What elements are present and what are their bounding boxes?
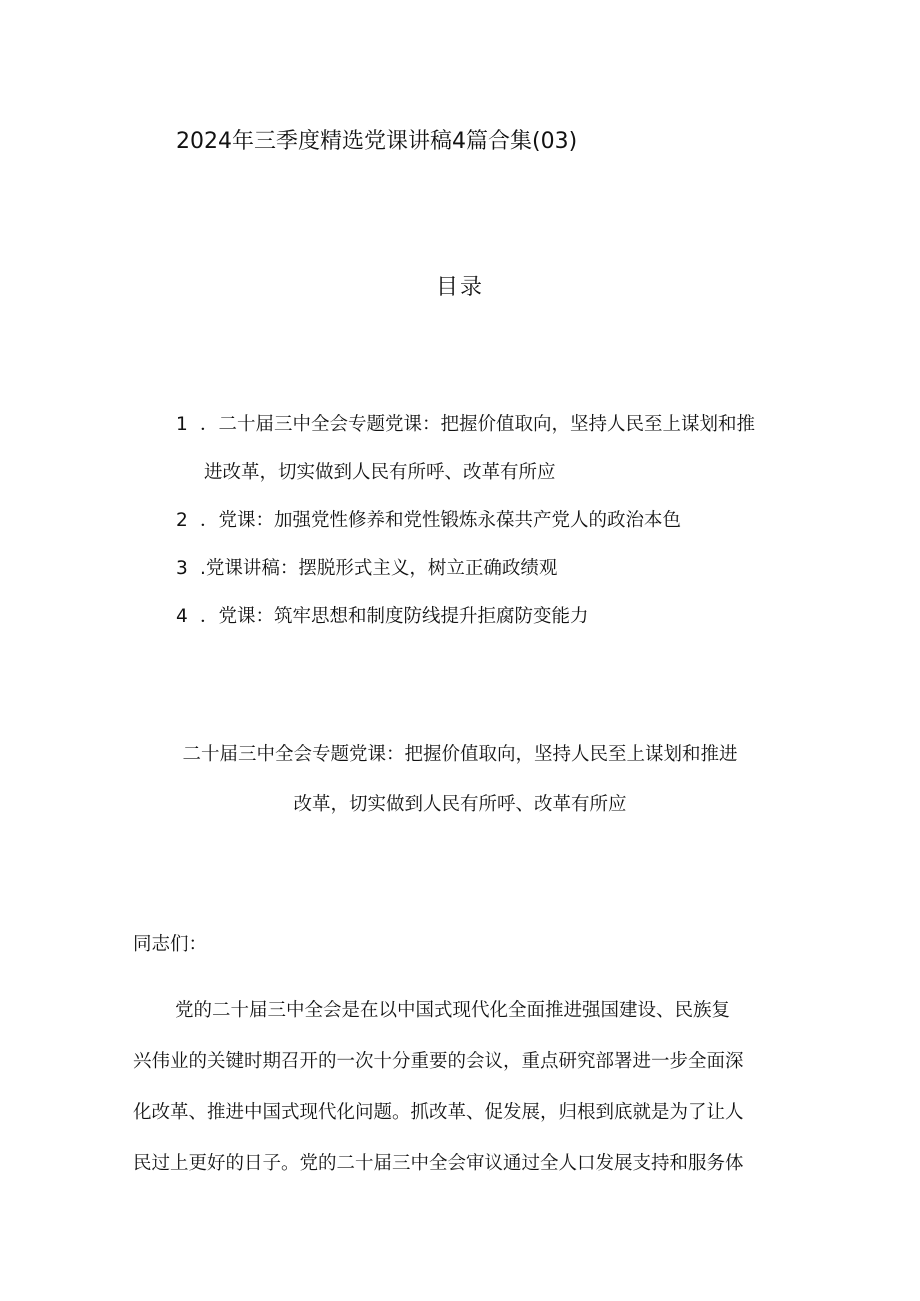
toc-item-3[interactable] [176,554,816,584]
section-title-line: 改革，切实做到人民有所呼、改革有所应 [293,794,627,815]
toc-item-2[interactable] [176,506,816,536]
body-paragraph [133,996,793,1200]
toc-item-text: .党课讲稿：摆脱形式主义，树立正确政绩观 [200,558,558,579]
paragraph-line: 党的二十届三中全会是在以中国式现代化全面推进强国建设、民族复 [175,1000,731,1021]
toc-item-text: ．二十届三中全会专题党课：把握价值取向，坚持人民至上谋划和推 [200,414,756,435]
document-title: 2024年三季度精选党课讲稿4篇合集(03) [176,129,578,154]
toc-item-number: 4 [176,606,188,627]
section-title [0,740,920,820]
toc-item-text-continued: 进改革，切实做到人民有所呼、改革有所应 [204,462,556,483]
toc-item-text: ．党课：加强党性修养和党性锻炼永葆共产党人的政治本色 [200,510,682,531]
paragraph-line: 兴伟业的关键时期召开的一次十分重要的会议，重点研究部署进一步全面深 [133,1051,744,1072]
toc-heading: 目录 [435,275,484,300]
salutation: 同志们： [133,934,208,955]
toc-item-4[interactable] [176,602,816,632]
toc-item-number: 3 [176,558,188,579]
section-title-line: 二十届三中全会专题党课：把握价值取向，坚持人民至上谋划和推进 [182,744,738,765]
paragraph-line: 化改革、推进中国式现代化问题。抓改革、促发展，归根到底就是为了让人 [133,1102,744,1123]
toc-item-number: 2 [176,510,188,531]
table-of-contents [176,410,816,632]
toc-item-number: 1 [176,414,188,435]
toc-item-text: ．党课：筑牢思想和制度防线提升拒腐防变能力 [200,606,589,627]
toc-item-1[interactable] [176,410,816,488]
paragraph-line: 民过上更好的日子。党的二十届三中全会审议通过全人口发展支持和服务体 [133,1153,744,1174]
